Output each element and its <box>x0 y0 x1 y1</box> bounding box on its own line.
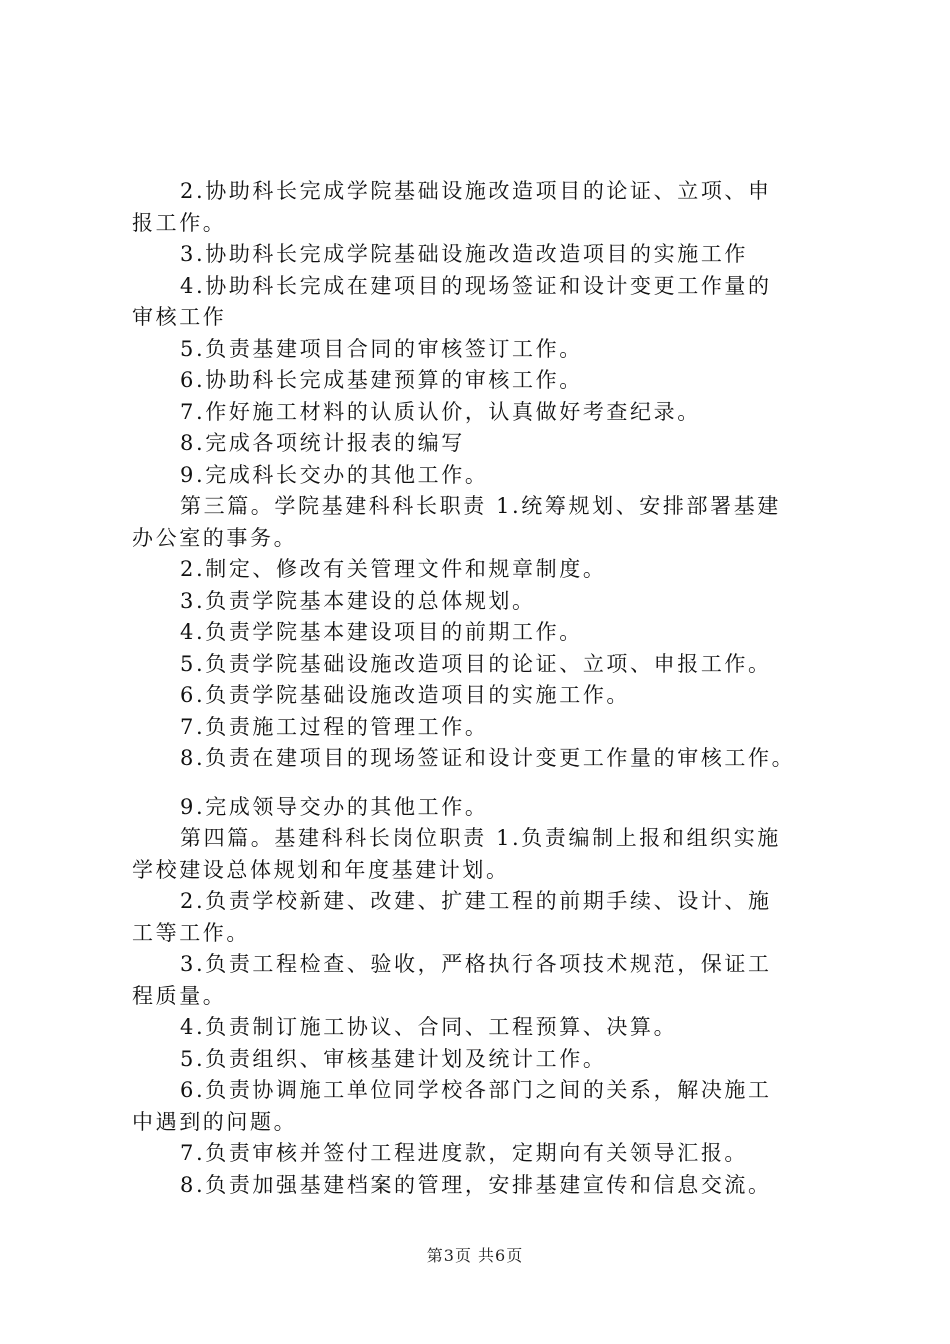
paragraph-line: 7.负责施工过程的管理工作。 <box>180 714 489 739</box>
paragraph-line: 7.负责审核并签付工程进度款，定期向有关领导汇报。 <box>180 1141 749 1165</box>
paragraph-line: 学校建设总体规划和年度基建计划。 <box>132 857 510 882</box>
paragraph-line: 4.负责学院基本建设项目的前期工作。 <box>180 620 583 644</box>
document-body <box>132 176 842 1201</box>
paragraph-line: 8.负责加强基建档案的管理，安排基建宣传和信息交流。 <box>180 1172 772 1197</box>
paragraph-line: 4.协助科长完成在建项目的现场签证和设计变更工作量的 <box>180 273 772 298</box>
paragraph-line: 程质量。 <box>132 983 227 1008</box>
paragraph-line: 6.负责学院基础设施改造项目的实施工作。 <box>180 683 631 707</box>
paragraph-line: 5.负责学院基础设施改造项目的论证、立项、申报工作。 <box>180 651 772 676</box>
paragraph-line: 8.负责在建项目的现场签证和设计变更工作量的审核工作。 <box>180 746 796 770</box>
paragraph-line: 5.负责组织、审核基建计划及统计工作。 <box>180 1046 607 1071</box>
paragraph-line: 办公室的事务。 <box>132 525 298 550</box>
paragraph-line: 3.负责学院基本建设的总体规划。 <box>180 588 536 613</box>
paragraph-line: 3.协助科长完成学院基础设施改造改造项目的实施工作 <box>180 242 749 266</box>
paragraph-line: 3.负责工程检查、验收，严格执行各项技术规范，保证工 <box>180 952 772 976</box>
paragraph-line: 工等工作。 <box>132 920 250 945</box>
paragraph-line: 报工作。 <box>132 210 227 235</box>
paragraph-line: 2.协助科长完成学院基础设施改造项目的论证、立项、申 <box>180 179 772 203</box>
paragraph-line: 6.协助科长完成基建预算的审核工作。 <box>180 368 583 392</box>
paragraph-line: 8.完成各项统计报表的编写 <box>180 431 465 455</box>
paragraph-line: 中遇到的问题。 <box>132 1109 298 1134</box>
paragraph-line: 4.负责制订施工协议、合同、工程预算、决算。 <box>180 1015 678 1039</box>
paragraph-line: 2.制定、修改有关管理文件和规章制度。 <box>180 557 607 581</box>
paragraph-line: 审核工作 <box>132 305 227 329</box>
page-number-footer: 第3页 共6页 <box>426 1246 524 1265</box>
paragraph-gap <box>132 775 842 792</box>
paragraph-line: 9.完成科长交办的其他工作。 <box>180 462 489 487</box>
paragraph-line: 9.完成领导交办的其他工作。 <box>180 794 489 819</box>
paragraph-line: 6.负责协调施工单位同学校各部门之间的关系，解决施工 <box>180 1078 772 1102</box>
paragraph-line: 7.作好施工材料的认质认价，认真做好考查纪录。 <box>180 399 701 424</box>
section-heading-line: 第四篇。基建科科长岗位职责 1.负责编制上报和组织实施 <box>180 826 781 850</box>
section-heading-line: 第三篇。学院基建科科长职责 1.统筹规划、安排部署基建 <box>180 494 781 518</box>
paragraph-line: 5.负责基建项目合同的审核签订工作。 <box>180 336 583 361</box>
paragraph-line: 2.负责学校新建、改建、扩建工程的前期手续、设计、施 <box>180 889 772 913</box>
